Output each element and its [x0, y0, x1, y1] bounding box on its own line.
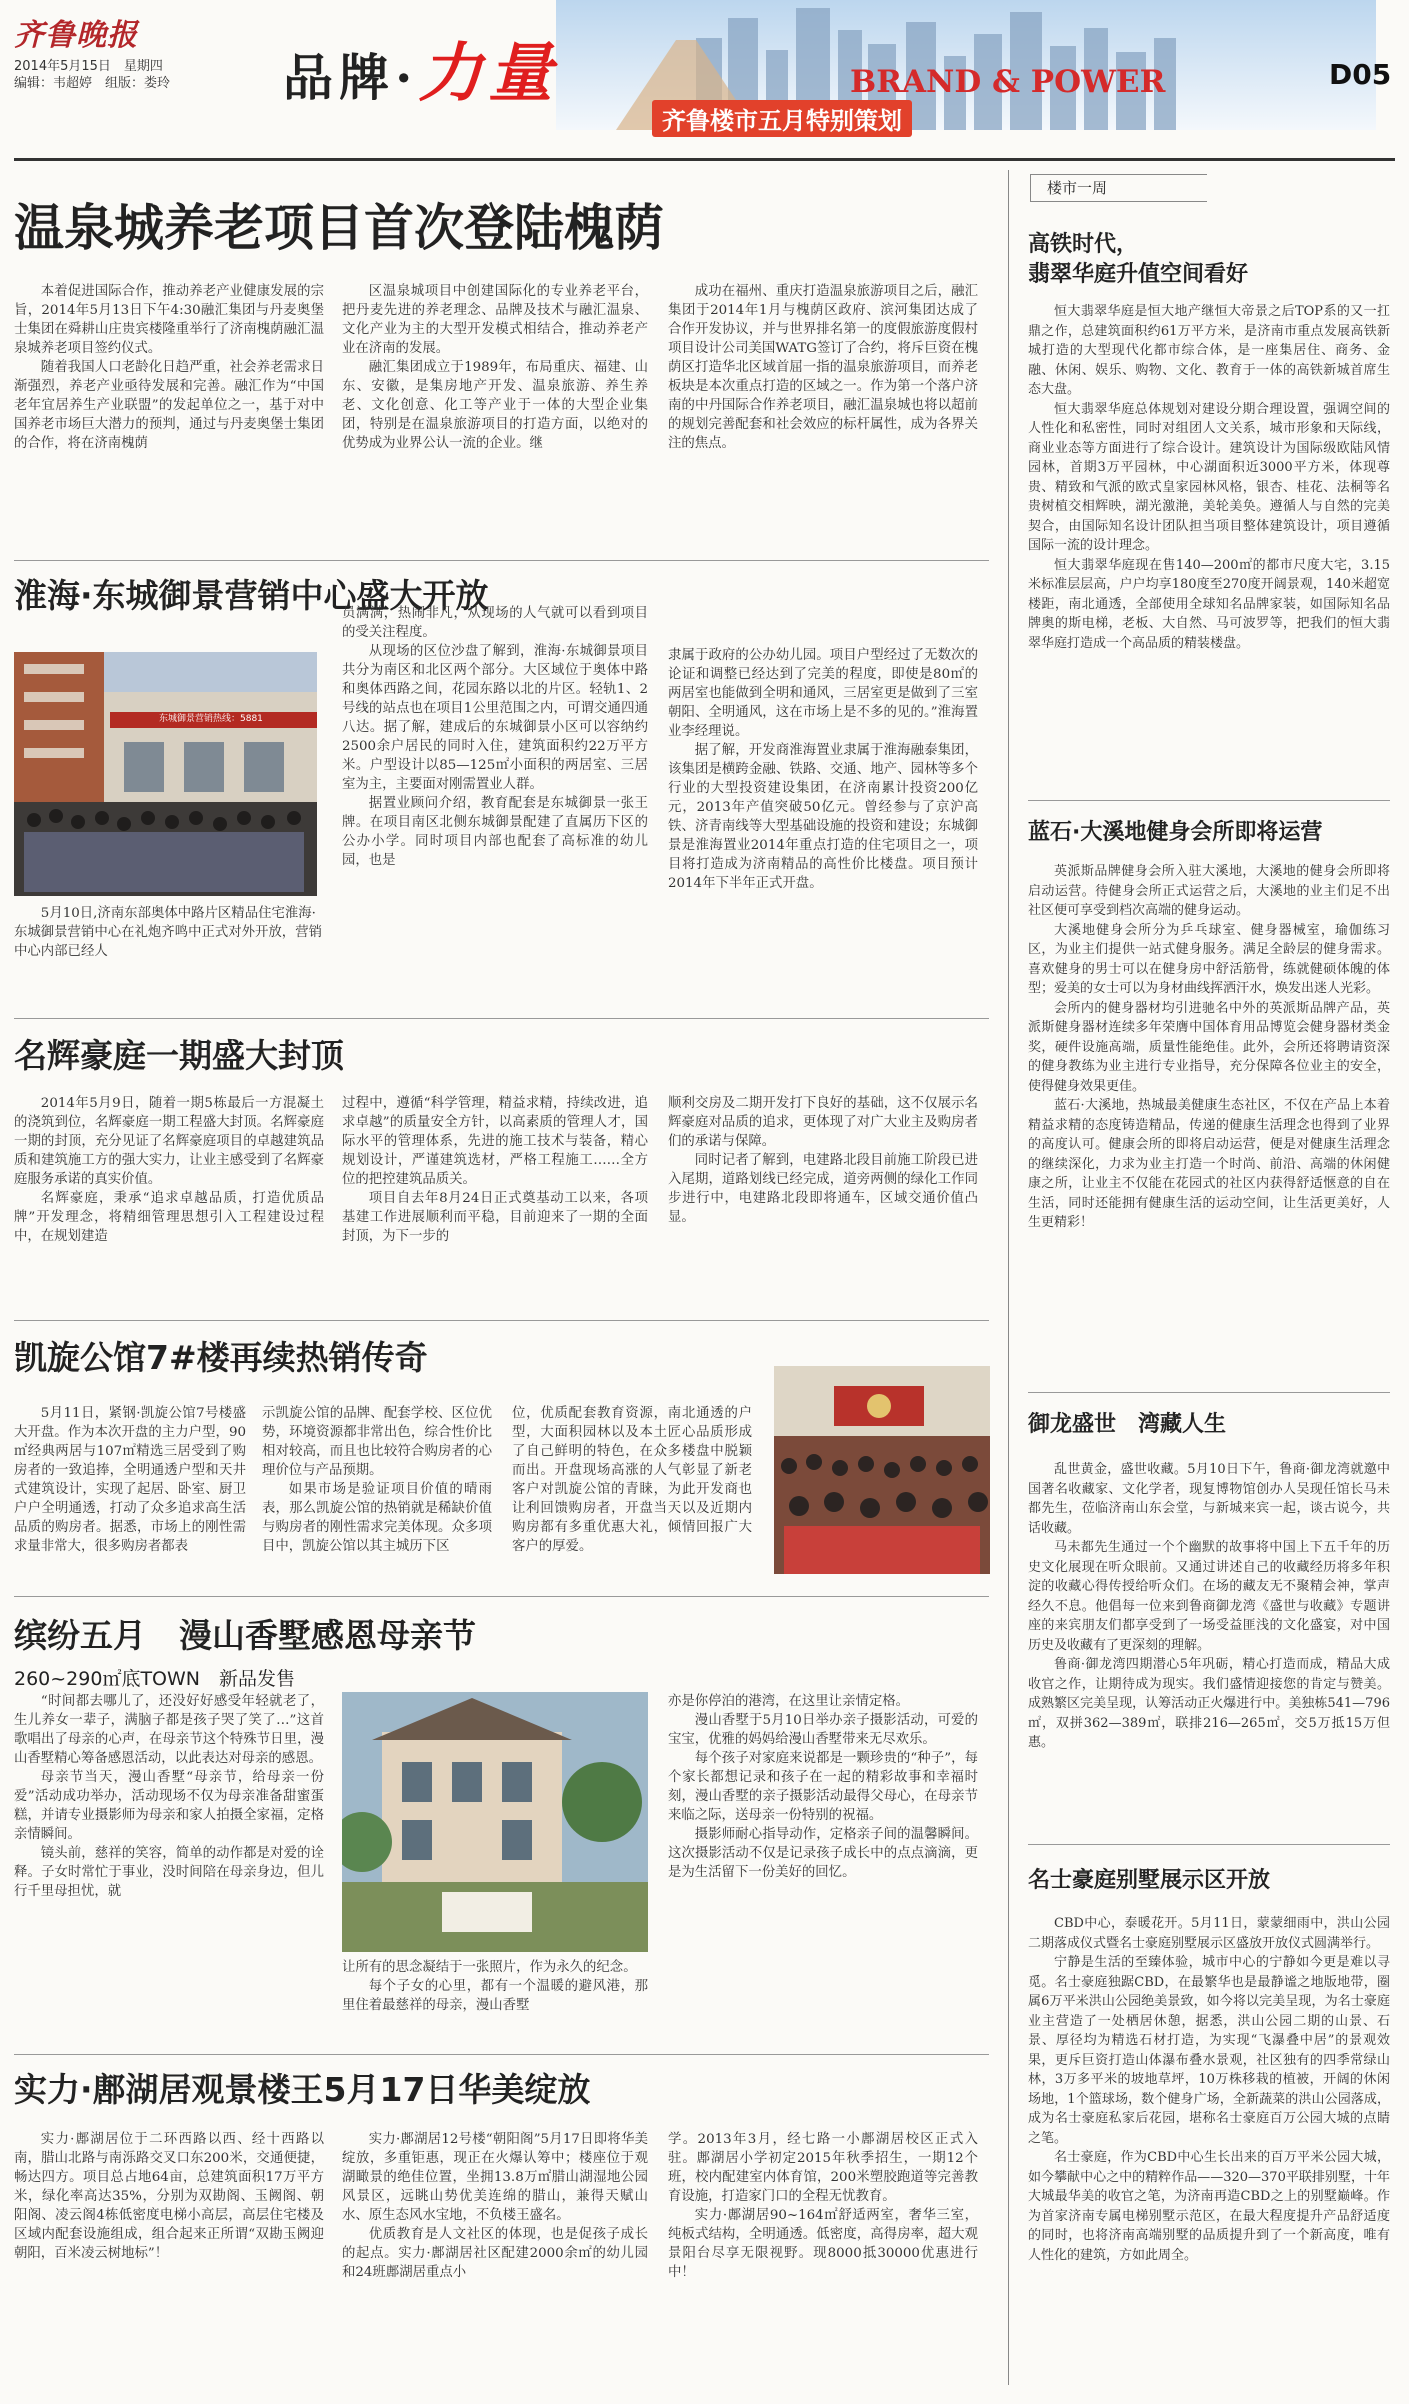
sidebar-3-title: 御龙盛世 湾藏人生 — [1028, 1412, 1227, 1437]
sidebar-3-body — [1028, 1460, 1390, 1753]
article-5-para: 母亲节当天，漫山香墅“母亲节，给母亲一份爱”活动成功举办，活动现场不仅为母亲准备甜蜜蛋糕，并请专业摄影师为母亲和家人拍摄全家福，定格亲情瞬间。 — [14, 1770, 324, 1842]
sidebar-2-para: 英派斯品牌健身会所入驻大溪地，大溪地的健身会所即将启动运营。待健身会所正式运营之后，大溪地的业主们足不出社区便可享受到档次高端的健身运动。 — [1028, 864, 1390, 918]
article-6-para: 实力·鄌湖居12号楼“朝阳阁”5月17日即将华美绽放，多重钜惠，现正在火爆认筹中；楼座位于观湖瞰景的绝佳位置，坐拥13.8万㎡腊山湖湿地公园风景区，远眺山势优美连绵的腊山，兼得天赋山水、原生态风水宝地，不负楼王盛名。 — [342, 2132, 648, 2223]
article-3-col-1 — [14, 1094, 324, 1246]
sidebar-divider-line — [1028, 1392, 1390, 1393]
article-4-col-3 — [512, 1404, 752, 1556]
article-4-para: 位，优质配套教育资源，南北通透的户型，大面积园林以及本土匠心品质形成了自己鲜明的特色，在众多楼盘中脱颖而出。开盘现场高涨的人气彰显了新老客户对凯旋公馆的青睐，为此开发商也让利回馈购房者，开盘当天以及近期内购房都有多重优惠大礼，倾情回报广大客户的厚爱。 — [512, 1406, 752, 1554]
article-2-para: 隶属于政府的公办幼儿园。项目户型经过了无数次的论证和调整已经达到了完美的程度，即使是80㎡的两居室也能做到全明和通风，三居室更是做到了三室朝阳、全明通风，这在市场上是不多的见的。”淮海置业李经理说。 — [668, 648, 978, 739]
article-3-title: 名辉豪庭一期盛大封顶 — [14, 1036, 344, 1075]
section-divider — [14, 1320, 989, 1321]
sidebar-1-body — [1028, 302, 1390, 653]
article-4-col-1 — [14, 1404, 246, 1556]
sidebar-4-para: 宁静是生活的至臻体验，城市中心的宁静如今更是难以寻觅。名士豪庭独踞CBD，在最繁华也是最静谧之地版地带，圈属6万平米洪山公园绝美景致，如今将以完美呈现，为名士豪庭业主营造了一处栖居休憩，据悉，洪山公园二期的山景、石景、厚径均为精选石材打造，为实现“飞瀑叠中居”的景观效果，更斥巨资打造山体瀑布叠水景观，社区独有的四季常绿山林，3万多平米的坡地草坪，10万株移栽的植被，开阔的休闲场地，1个篮球场，数个健身广场，全新蔬菜的洪山公园落成，成为名士豪庭私家后花园，堪称名士豪庭百万公园大城的点睛之笔。 — [1028, 1955, 1390, 2146]
article-1-para: 本着促进国际合作，推动养老产业健康发展的宗旨，2014年5月13日下午4:30融汇集团与丹麦奥堡士集团在舜耕山庄贵宾楼隆重举行了济南槐荫融汇温泉城养老项目签约仪式。 — [14, 284, 324, 356]
sidebar-1-title: 高铁时代， 翡翠华庭升值空间看好 — [1028, 232, 1249, 287]
issue-meta — [14, 58, 170, 92]
article-4-title: 凯旋公馆7#楼再续热销传奇 — [14, 1338, 428, 1377]
article-6-para: 学。2013年3月，经七路一小鄌湖居校区正式入驻。鄌湖居小学初定2015年秋季招生，一期12个班，校内配建室内体育馆，200米塑胶跑道等完善教育设施，打造家门口的全程无忧教育。 — [668, 2132, 978, 2204]
sidebar-4-para: CBD中心，泰暖花开。5月11日，蒙蒙细雨中，洪山公园二期落成仪式暨名士豪庭别墅展示区盛放开放仪式圆满举行。 — [1028, 1916, 1390, 1951]
page-title-b: 力量 — [418, 36, 559, 111]
photo-sign-text: 东城御景营销热线：5881 — [159, 714, 263, 724]
article-1-para: 随着我国人口老龄化日趋严重，社会养老需求日渐强烈，养老产业亟待发展和完善。融汇作为“中国老年宜居养生产业联盟”的发起单位之一，基于对中国养老市场巨大潜力的预判，通过与丹麦奥堡士集团的合作，将在济南槐荫 — [14, 360, 324, 451]
sidebar-divider — [1008, 170, 1009, 2385]
article-5-para: 镜头前，慈祥的笑容，简单的动作都是对爱的诠释。子女时常忙于事业，没时间陪在母亲身边，但儿行千里母担忧，就 — [14, 1846, 324, 1899]
article-4-para: 5月11日，紧钢·凯旋公馆7号楼盛大开盘。作为本次开盘的主力户型，90㎡经典两居与107㎡精选三居受到了购房者的一致追捧，全明通透户型和天井式建筑设计，实现了起居、卧室、厨卫户户全明通透，打动了众多追求高生活品质的购房者。据悉，市场上的刚性需求量非常大，很多购房者都表 — [14, 1406, 246, 1554]
article-5-title: 缤纷五月 漫山香墅感恩母亲节 — [14, 1616, 476, 1655]
article-5-col-1 — [14, 1692, 324, 1901]
article-3-para: 顺利交房及二期开发打下良好的基础，这不仅展示名辉豪庭对品质的追求，更体现了对广大业主及购房者们的承诺与保障。 — [668, 1096, 978, 1149]
sales-center-photo — [14, 652, 317, 896]
page-number: D05 — [1329, 58, 1392, 91]
sales-event-photo — [774, 1366, 990, 1574]
article-1-col-1 — [14, 282, 324, 453]
article-3-para: 名辉豪庭，秉承“追求卓越品质，打造优质品牌”开发理念，将精细管理思想引入工程建设过程中，在规划建造 — [14, 1191, 324, 1244]
article-3-para: 2014年5月9日，随着一期5栋最后一方混凝土的浇筑到位，名辉豪庭一期工程盛大封顶。名辉豪庭一期的封顶，充分见证了名辉豪庭项目的卓越建筑品质和建筑施工方的强大实力，让业主感受到了名辉豪庭服务承诺的真实价值。 — [14, 1096, 324, 1187]
sidebar-2-title: 蓝石·大溪地健身会所即将运营 — [1028, 820, 1323, 845]
sidebar-1-para: 恒大翡翠华庭是恒大地产继恒大帝景之后TOP系的又一扛鼎之作，总建筑面积约61万平方米，是济南市重点发展高铁新城打造的大型现代化都市综合体，是一座集居住、商务、金融、休闲、娱乐、购物、文化、教育于一体的高铁新城首席生态大盘。 — [1028, 304, 1390, 397]
article-3-para: 过程中，遵循“科学管理，精益求精，持续改进，追求卓越”的质量安全方针，以高素质的管理人才，国际水平的管理体系，先进的施工技术与装备，精心规划设计，严谨建筑选材，严格工程施工……全方位的把控建筑品质关。 — [342, 1096, 648, 1187]
villa-photo — [342, 1692, 648, 1952]
article-2-para: 据置业顾问介绍，教育配套是东城御景一张王牌。在项目南区北侧东城御景配建了直属历下区的公办小学。同时项目内部也配套了高标准的幼儿园，也是 — [342, 796, 648, 868]
sidebar-2-para: 会所内的健身器材均引进驰名中外的英派斯品牌产品，英派斯健身器材连续多年荣膺中国体育用品博览会健身器材类金奖，硬件设施高端，质量性能绝佳。此外，会所还将聘请资深的健身教练为业主进行专业指导，充分保障各位业主的安全，使得健身效果更佳。 — [1028, 1000, 1390, 1094]
header-divider — [14, 158, 1395, 161]
sidebar-2-body — [1028, 862, 1390, 1233]
article-3-para: 同时记者了解到，电建路北段目前施工阶段已进入尾期，道路划线已经完成，道旁两侧的绿化工作同步进行中，电建路北段即将通车，区域交通价值凸显。 — [668, 1153, 978, 1225]
article-2-caption: 5月10日,济南东部奥体中路片区精品住宅淮海·东城御景营销中心在礼炮齐鸣中正式对外开放，营销中心内部已经人 — [14, 906, 322, 959]
section-divider — [14, 1596, 989, 1597]
article-5-para: 每个子女的心里，都有一个温暖的避风港，那里住着最慈祥的母亲，漫山香墅 — [342, 1979, 648, 2013]
article-6-col-3 — [668, 2130, 978, 2282]
page-title-english: BRAND & POWER — [850, 64, 1166, 100]
article-2-para: 员满满，热闹非凡，从现场的人气就可以看到项目的受关注程度。 — [342, 606, 648, 640]
article-5-para: “时间都去哪儿了，还没好好感受年轻就老了，生儿养女一辈子，满脑子都是孩子哭了笑了…”这首歌唱出了母亲的心声，在母亲节这个特殊节日里，漫山香墅精心筹备感恩活动，以此表达对母亲的感恩。 — [14, 1694, 324, 1766]
article-5-para: 漫山香墅于5月10日举办亲子摄影活动，可爱的宝宝，优雅的妈妈给漫山香墅带来无尽欢乐。 — [668, 1713, 978, 1747]
section-divider — [14, 2054, 989, 2055]
article-5-para: 亦是你停泊的港湾，在这里让亲情定格。 — [668, 1694, 910, 1709]
article-6-col-2 — [342, 2130, 648, 2282]
sidebar-2-para: 大溪地健身会所分为乒乓球室、健身器械室，瑜伽练习区，为业主们提供一站式健身服务。满足全龄层的健身需求。喜欢健身的男士可以在健身房中舒活筋骨，练就健硕体魄的体型；爱美的女士可以为身材曲线挥洒汗水，焕发出迷人光彩。 — [1028, 922, 1390, 996]
article-3-col-3 — [668, 1094, 978, 1227]
article-5-para: 摄影师耐心指导动作，定格亲子间的温馨瞬间。这次摄影活动不仅是记录孩子成长中的点点滴滴，更是为生活留下一份美好的回忆。 — [668, 1827, 978, 1880]
sidebar-3-para: 马未都先生通过一个个幽默的故事将中国上下五千年的历史文化展现在听众眼前。又通过讲述自己的收藏经历将多年积淀的收藏心得传授给听众们。在场的藏友无不聚精会神，掌声经久不息。他倡每一位来到鲁商御龙湾《盛世与收藏》专题讲座的来宾朋友们都享受到了一场受益匪浅的文化盛宴，对中国历史及收藏有了更深刻的理解。 — [1028, 1540, 1390, 1653]
article-5-caption: 让所有的思念凝结于一张照片，作为永久的纪念。 — [342, 1960, 637, 1975]
article-2-col-1 — [342, 604, 648, 870]
article-1-title: 温泉城养老项目首次登陆槐荫 — [14, 199, 664, 257]
article-3-para: 项目自去年8月24日正式奠基动工以来，各项基建工作进展顺利而平稳，目前迎来了一期的全面封顶，为下一步的 — [342, 1191, 648, 1244]
article-1-col-2 — [342, 282, 648, 453]
page-subtitle: 齐鲁楼市五月特别策划 — [652, 100, 912, 137]
article-5-subtitle: 260~290㎡底TOWN 新品发售 — [14, 1668, 296, 1690]
issue-editors: 编辑：韦超婷 组版：娄玲 — [14, 76, 171, 91]
article-2-photo — [14, 652, 317, 896]
article-6-para: 优质教育是人文社区的体现，也是促孩子成长的起点。实力·鄌湖居社区配建2000余㎡的幼儿园和24班鄌湖居重点小 — [342, 2227, 648, 2280]
sidebar-1-para: 恒大翡翠华庭总体规划对建设分期合理设置，强调空间的人性化和私密性，同时对组团人文关系，城市形象和天际线，商业业态等方面进行了综合设计。建筑设计为国际级欧陆风情园林，首期3万平园林，中心湖面积近3000平方米，体现尊贵、精致和气派的欧式皇家园林风格，银杏、桂花、法桐等名贵树植交相辉映，湖光激滟，美轮美奂。遵循人与自然的完美契合，由国际知名设计团队担当项目整体建筑设计，项目遵循国际一流的设计理念。 — [1028, 401, 1390, 553]
section-divider — [14, 560, 989, 561]
section-divider — [14, 1018, 989, 1019]
page-title-a: 品牌· — [283, 48, 419, 107]
article-1-para: 融汇集团成立于1989年，布局重庆、福建、山东、安徽，是集房地产开发、温泉旅游、养生养老、文化创意、化工等产业于一体的大型企业集团，特别是在温泉旅游项目的打造方面，以绝对的优势成为业界公认一流的企业。继 — [342, 360, 648, 451]
article-4-para: 示凯旋公馆的品牌、配套学校、区位优势，环境资源都非常出色，综合性价比相对较高，而且也比较符合购房者的心理价位与产品预期。 — [262, 1406, 492, 1478]
article-1-para: 区温泉城项目中创建国际化的专业养老平台，把丹麦先进的养老理念、品牌及技术与融汇温泉、文化产业为主的大型开发模式相结合，推动养老产业在济南的发展。 — [342, 284, 648, 356]
sidebar-3-para: 乱世黄金，盛世收藏。5月10日下午，鲁商·御龙湾就邀中国著名收藏家、文化学者，现复博物馆创办人吴现任馆长马未都先生，莅临济南山东会堂，与新城来宾一起，谈古说今，共话收藏。 — [1028, 1462, 1390, 1536]
article-6-title: 实力·鄌湖居观景楼王5月17日华美绽放 — [14, 2070, 591, 2109]
article-1-para: 成功在福州、重庆打造温泉旅游项目之后，融汇集团于2014年1月与槐荫区政府、滨河集团达成了合作开发协议，并与世界排名第一的度假旅游度假村项目设计公司美国WATG签订了合约，将斥巨资在槐荫区打造华北区域首屈一指的温泉旅游项目，而养老板块是本次重点打造的区域之一。作为第一个落户济南的中丹国际合作养老项目，融汇温泉城也将以超前的规划完善配套和社会效应的标杆属性，成为各界关注的焦点。 — [668, 284, 978, 451]
sidebar-1-para: 恒大翡翠华庭现在售140—200㎡的都市尺度大宅，3.15米标准层层高，户户均享180度至270度开阔景观，140米超宽楼距，南北通透，全部使用全球知名品牌家装，如国际知名品牌奥的斯电梯，老板、大自然、马可波罗等，把我们的恒大翡翠华庭打造成一个高品质的精装楼盘。 — [1028, 557, 1390, 651]
article-1-col-3 — [668, 282, 978, 453]
article-2-para: 据了解，开发商淮海置业隶属于淮海融泰集团，该集团是横跨金融、铁路、交通、地产、园林等多个行业的大型投资建设集团，在济南累计投资200亿元，2013年产值突破50亿元。曾经参与了京沪高铁、济青南线等大型基础设施的投资和建设；东城御景是淮海置业2014年重点打造的住宅项目之一，项目将打造成为济南精品的高性价比楼盘。项目预计2014年下半年正式开盘。 — [668, 743, 978, 891]
issue-date: 2014年5月15日 星期四 — [14, 59, 163, 74]
article-5-col-3 — [668, 1692, 978, 1882]
sidebar-tab: 楼市一周 — [1030, 174, 1207, 202]
article-5-para: 每个孩子对家庭来说都是一颗珍贵的“种子”，每个家长都想记录和孩子在一起的精彩故事和幸福时刻，漫山香墅的亲子摄影活动最得父母心，在母亲节来临之际，送母亲一份特别的祝福。 — [668, 1751, 978, 1823]
article-5-col-2 — [342, 1958, 648, 2015]
article-6-para: 实力·鄌湖居位于二环西路以西、经十西路以南，腊山北路与南泺路交叉口东200米，交通便捷，畅达四方。项目总占地64亩，总建筑面积17万平方米，绿化率高达35%，分别为双勘阁、玉阙阁、朝阳阁、凌云阁4栋低密度电梯小高层，高层住宅楼及区域内配套设施组成，组合起来正所谓“双勘玉阙迎朝阳，百米凌云树地标”！ — [14, 2132, 324, 2261]
sidebar-4-body — [1028, 1914, 1390, 2265]
sidebar-4-para: 名士豪庭，作为CBD中心生长出来的百万平米公园大城，如今攀献中心之中的精粹作品——320—370平联排别墅，十年大城最华美的收官之笔，为济南再造CBD之上的别墅巅峰。作为首家济南专属电梯别墅示范区，在最大程度提升产品舒适度的同时，也将济南高端别墅的品质提升到了一个新高度，唯有人性化的建筑，方如此周全。 — [1028, 2150, 1390, 2263]
sidebar-2-para: 蓝石·大溪地，热城最美健康生态社区，不仅在产品上本着精益求精的态度铸造精品，传递的健康生活理念也得到了业界的高度认可。健康会所的即将启动运营，便是对健康生活理念的继续深化，力求为业主打造一个时尚、前沿、高端的休闲健康之所，让业主不仅能在花园式的社区内获得舒适惬意的自在生活，同时还能拥有健康生活的运动空间，让生活更美好，人生更精彩！ — [1028, 1098, 1390, 1230]
page-title — [283, 22, 558, 114]
newspaper-masthead: 齐鲁晚报 — [14, 18, 138, 53]
sidebar-divider-line — [1028, 1844, 1390, 1845]
article-3-col-2 — [342, 1094, 648, 1246]
article-6-para: 实力·鄌湖居90~164㎡舒适两室，奢华三室，纯板式结构，全明通透。低密度，高得房率，超大观景阳台尽享无限视野。现8000抵30000优惠进行中！ — [668, 2208, 978, 2280]
article-4-para: 如果市场是验证项目价值的晴雨表，那么凯旋公馆的热销就是稀缺价值与购房者的刚性需求完美体现。众多项目中，凯旋公馆以其主城历下区 — [262, 1482, 492, 1554]
article-6-col-1 — [14, 2130, 324, 2263]
sidebar-3-para: 鲁商·御龙湾四期潜心5年巩砺，精心打造而成，精品大成收官之作，让期待成为现实。我们盛情迎接您的肯定与赞美。成熟繁区完美呈现，认筹活动正火爆进行中。美独栋541—796㎡，双拼362—389㎡，联排216—265㎡，交5万抵15万但惠。 — [1028, 1657, 1390, 1750]
article-4-photo — [774, 1366, 990, 1574]
article-2-title: 淮海·东城御景营销中心盛大开放 — [14, 576, 489, 615]
article-2-para: 从现场的区位沙盘了解到，淮海·东城御景项目共分为南区和北区两个部分。大区域位于奥体中路和奥体西路之间，花园东路以北的片区。轻轨1、2号线的站点也在项目1公里范围之内，可谓交通四通八达。据了解，建成后的东城御景小区可以容纳约2500余户居民的同时入住，建筑面积约22万平方米。户型设计以85—125㎡小面积的两居室、三居室为主，主要面对刚需置业人群。 — [342, 644, 648, 792]
sidebar-4-title: 名士豪庭别墅展示区开放 — [1028, 1868, 1271, 1893]
article-4-col-2 — [262, 1404, 492, 1556]
sidebar-divider-line — [1028, 800, 1390, 801]
article-5-photo — [342, 1692, 648, 1952]
article-2-col-2 — [668, 646, 978, 893]
